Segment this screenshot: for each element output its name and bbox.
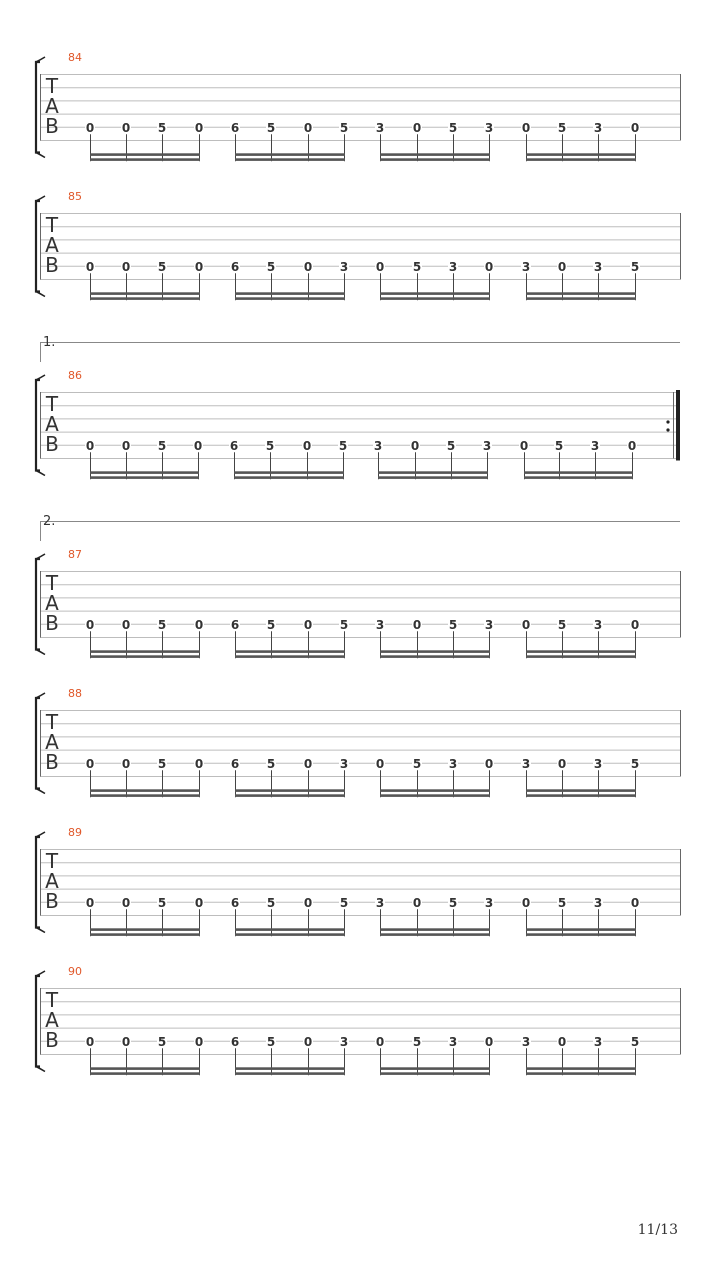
- fret-number: 5: [157, 120, 167, 135]
- beam-primary: [378, 476, 488, 479]
- beam-primary: [235, 297, 345, 300]
- fret-number: 0: [484, 1034, 494, 1049]
- fret-number: 0: [303, 895, 313, 910]
- bracket-top-curl: [36, 554, 45, 559]
- system-bracket: [36, 976, 40, 1067]
- fret-number: 5: [630, 756, 640, 771]
- fret-number: 0: [303, 617, 313, 632]
- beam-primary: [526, 933, 636, 936]
- fret-number: 0: [194, 1034, 204, 1049]
- fret-number: 0: [194, 756, 204, 771]
- beam-secondary: [235, 928, 345, 931]
- tab-clef-letter-b: B: [45, 750, 59, 774]
- beam-primary: [526, 794, 636, 797]
- beam-secondary: [90, 650, 200, 653]
- beam-secondary: [526, 153, 636, 156]
- beam-secondary: [526, 292, 636, 295]
- fret-number: 0: [303, 120, 313, 135]
- tab-system: [0, 548, 720, 671]
- volta-bracket: [0, 514, 720, 548]
- fret-number: 3: [521, 259, 531, 274]
- beam-secondary: [235, 789, 345, 792]
- beam-secondary: [524, 471, 633, 474]
- beam-primary: [235, 1072, 345, 1075]
- fret-number: 3: [375, 895, 385, 910]
- fret-number: 0: [194, 895, 204, 910]
- fret-number: 5: [339, 617, 349, 632]
- fret-number: 3: [448, 756, 458, 771]
- beam-primary: [90, 476, 199, 479]
- beam-secondary: [380, 928, 490, 931]
- measure-number: 85: [68, 190, 82, 203]
- tab-staff: [0, 372, 720, 492]
- fret-number: 3: [339, 756, 349, 771]
- beam-primary: [380, 297, 490, 300]
- fret-number: 3: [593, 756, 603, 771]
- tab-clef-letter-t: T: [45, 392, 59, 416]
- beam-primary: [235, 655, 345, 658]
- beam-secondary: [90, 471, 199, 474]
- fret-number: 0: [303, 1034, 313, 1049]
- beam-primary: [526, 1072, 636, 1075]
- fret-number: 5: [630, 1034, 640, 1049]
- fret-number: 3: [339, 259, 349, 274]
- fret-number: 0: [484, 259, 494, 274]
- fret-number: 0: [484, 756, 494, 771]
- fret-number: 5: [157, 1034, 167, 1049]
- beam-primary: [235, 794, 345, 797]
- tab-staff: [0, 54, 720, 174]
- system-bracket: [36, 201, 40, 292]
- volta-line: [0, 335, 720, 365]
- system-bracket: [36, 559, 40, 650]
- fret-number: 0: [193, 438, 203, 453]
- fret-number: 3: [375, 617, 385, 632]
- fret-number: 5: [630, 259, 640, 274]
- fret-number: 5: [339, 895, 349, 910]
- fret-number: 0: [303, 259, 313, 274]
- tab-staff: [0, 193, 720, 313]
- fret-number: 3: [448, 1034, 458, 1049]
- fret-number: 0: [303, 756, 313, 771]
- repeat-dot: [666, 420, 669, 423]
- tab-clef-letter-t: T: [45, 710, 59, 734]
- fret-number: 0: [557, 259, 567, 274]
- beam-secondary: [90, 1067, 200, 1070]
- beam-primary: [380, 933, 490, 936]
- tab-staff: [0, 690, 720, 810]
- repeat-dot: [666, 428, 669, 431]
- tab-clef-letter-b: B: [45, 1028, 59, 1052]
- fret-number: 5: [157, 756, 167, 771]
- tab-clef-letter-a: A: [45, 233, 59, 257]
- tab-clef-letter-t: T: [45, 571, 59, 595]
- beam-primary: [90, 933, 200, 936]
- beam-secondary: [235, 153, 345, 156]
- beam-secondary: [380, 153, 490, 156]
- beam-primary: [90, 655, 200, 658]
- fret-number: 0: [121, 259, 131, 274]
- fret-number: 5: [266, 617, 276, 632]
- measure-number: 87: [68, 548, 82, 561]
- fret-number: 3: [593, 120, 603, 135]
- fret-number: 5: [157, 259, 167, 274]
- fret-number: 5: [265, 438, 275, 453]
- tab-system: [0, 687, 720, 810]
- measure-number: 88: [68, 687, 82, 700]
- bracket-top-curl: [36, 375, 45, 380]
- volta-bracket: [0, 335, 720, 369]
- fret-number: 5: [448, 895, 458, 910]
- beam-secondary: [90, 789, 200, 792]
- beam-primary: [524, 476, 633, 479]
- fret-number: 0: [85, 1034, 95, 1049]
- fret-number: 5: [339, 120, 349, 135]
- fret-number: 0: [121, 120, 131, 135]
- fret-number: 3: [593, 259, 603, 274]
- beam-secondary: [526, 650, 636, 653]
- bracket-top-curl: [36, 196, 45, 201]
- repeat-thick-barline: [676, 390, 680, 461]
- bracket-bottom-curl: [36, 1067, 45, 1072]
- fret-number: 3: [482, 438, 492, 453]
- fret-number: 0: [194, 617, 204, 632]
- tab-staff: [0, 968, 720, 1088]
- fret-number: 3: [484, 617, 494, 632]
- fret-number: 0: [410, 438, 420, 453]
- beam-primary: [526, 297, 636, 300]
- fret-number: 0: [630, 120, 640, 135]
- tab-clef-letter-b: B: [45, 253, 59, 277]
- tab-clef-letter-a: A: [45, 412, 59, 436]
- measure-number: 89: [68, 826, 82, 839]
- beam-secondary: [526, 789, 636, 792]
- beam-primary: [380, 1072, 490, 1075]
- system-bracket: [36, 62, 40, 153]
- tab-system: [0, 51, 720, 174]
- beam-secondary: [235, 650, 345, 653]
- bracket-top-curl: [36, 832, 45, 837]
- fret-number: 5: [412, 259, 422, 274]
- fret-number: 0: [627, 438, 637, 453]
- fret-number: 6: [230, 895, 240, 910]
- fret-number: 0: [85, 617, 95, 632]
- fret-number: 0: [85, 120, 95, 135]
- tab-system: [0, 369, 720, 492]
- beam-secondary: [380, 1067, 490, 1070]
- fret-number: 0: [121, 438, 131, 453]
- beam-primary: [526, 655, 636, 658]
- beam-secondary: [235, 292, 345, 295]
- fret-number: 5: [157, 438, 167, 453]
- fret-number: 3: [521, 1034, 531, 1049]
- beam-primary: [526, 158, 636, 161]
- fret-number: 5: [446, 438, 456, 453]
- fret-number: 0: [557, 756, 567, 771]
- bracket-bottom-curl: [36, 471, 45, 476]
- fret-number: 0: [375, 1034, 385, 1049]
- system-bracket: [36, 380, 40, 471]
- fret-number: 0: [194, 120, 204, 135]
- fret-number: 3: [593, 895, 603, 910]
- measure-number: 84: [68, 51, 82, 64]
- fret-number: 3: [521, 756, 531, 771]
- measure-number: 90: [68, 965, 82, 978]
- fret-number: 5: [266, 120, 276, 135]
- fret-number: 3: [484, 895, 494, 910]
- beam-primary: [90, 1072, 200, 1075]
- fret-number: 5: [557, 895, 567, 910]
- beam-secondary: [378, 471, 488, 474]
- fret-number: 0: [521, 617, 531, 632]
- bracket-bottom-curl: [36, 789, 45, 794]
- fret-number: 0: [630, 617, 640, 632]
- beam-secondary: [90, 928, 200, 931]
- fret-number: 5: [266, 1034, 276, 1049]
- bracket-bottom-curl: [36, 153, 45, 158]
- fret-number: 0: [375, 259, 385, 274]
- fret-number: 6: [230, 617, 240, 632]
- fret-number: 5: [557, 120, 567, 135]
- bracket-top-curl: [36, 57, 45, 62]
- fret-number: 0: [521, 895, 531, 910]
- beam-secondary: [526, 1067, 636, 1070]
- tab-clef-letter-a: A: [45, 591, 59, 615]
- beam-primary: [90, 158, 200, 161]
- fret-number: 0: [412, 120, 422, 135]
- bracket-top-curl: [36, 971, 45, 976]
- beam-secondary: [380, 650, 490, 653]
- fret-number: 0: [412, 617, 422, 632]
- volta-line: [0, 514, 720, 544]
- fret-number: 5: [266, 259, 276, 274]
- fret-number: 3: [484, 120, 494, 135]
- beam-secondary: [380, 292, 490, 295]
- fret-number: 5: [266, 895, 276, 910]
- page-number: 11/13: [637, 1222, 678, 1238]
- fret-number: 5: [157, 895, 167, 910]
- fret-number: 3: [339, 1034, 349, 1049]
- fret-number: 0: [194, 259, 204, 274]
- fret-number: 0: [121, 1034, 131, 1049]
- tab-clef-letter-b: B: [45, 432, 59, 456]
- fret-number: 3: [590, 438, 600, 453]
- volta-label: 1.: [43, 335, 56, 350]
- fret-number: 0: [375, 756, 385, 771]
- fret-number: 0: [85, 895, 95, 910]
- tab-clef-letter-b: B: [45, 889, 59, 913]
- fret-number: 5: [412, 1034, 422, 1049]
- tab-clef-letter-t: T: [45, 988, 59, 1012]
- fret-number: 5: [338, 438, 348, 453]
- beam-primary: [380, 655, 490, 658]
- beam-secondary: [380, 789, 490, 792]
- beam-primary: [380, 158, 490, 161]
- beam-secondary: [526, 928, 636, 931]
- tab-clef-letter-b: B: [45, 114, 59, 138]
- fret-number: 3: [375, 120, 385, 135]
- fret-number: 3: [373, 438, 383, 453]
- beam-secondary: [90, 292, 200, 295]
- bracket-bottom-curl: [36, 292, 45, 297]
- fret-number: 6: [229, 438, 239, 453]
- system-bracket: [36, 837, 40, 928]
- fret-number: 5: [448, 617, 458, 632]
- tab-system: [0, 965, 720, 1088]
- fret-number: 0: [85, 438, 95, 453]
- volta-label: 2.: [43, 514, 56, 529]
- fret-number: 0: [302, 438, 312, 453]
- tab-clef-letter-a: A: [45, 94, 59, 118]
- beam-primary: [235, 158, 345, 161]
- system-bracket: [36, 698, 40, 789]
- fret-number: 6: [230, 259, 240, 274]
- beam-primary: [235, 933, 345, 936]
- measure-number: 86: [68, 369, 82, 382]
- fret-number: 0: [521, 120, 531, 135]
- fret-number: 3: [593, 617, 603, 632]
- fret-number: 0: [121, 756, 131, 771]
- tab-clef-letter-t: T: [45, 213, 59, 237]
- bracket-bottom-curl: [36, 650, 45, 655]
- tab-staff: [0, 829, 720, 949]
- fret-number: 5: [557, 617, 567, 632]
- tab-clef-letter-a: A: [45, 869, 59, 893]
- beam-secondary: [90, 153, 200, 156]
- fret-number: 5: [448, 120, 458, 135]
- fret-number: 0: [121, 617, 131, 632]
- fret-number: 5: [157, 617, 167, 632]
- tab-clef-letter-b: B: [45, 611, 59, 635]
- bracket-top-curl: [36, 693, 45, 698]
- beam-secondary: [235, 1067, 345, 1070]
- tab-system: [0, 826, 720, 949]
- fret-number: 0: [85, 259, 95, 274]
- fret-number: 0: [519, 438, 529, 453]
- fret-number: 3: [593, 1034, 603, 1049]
- fret-number: 6: [230, 1034, 240, 1049]
- fret-number: 6: [230, 756, 240, 771]
- tab-clef-letter-t: T: [45, 849, 59, 873]
- fret-number: 0: [630, 895, 640, 910]
- tab-staff: [0, 551, 720, 671]
- fret-number: 5: [266, 756, 276, 771]
- bracket-bottom-curl: [36, 928, 45, 933]
- fret-number: 0: [121, 895, 131, 910]
- tab-clef-letter-a: A: [45, 730, 59, 754]
- beam-primary: [90, 794, 200, 797]
- tab-system: [0, 190, 720, 313]
- fret-number: 6: [230, 120, 240, 135]
- tab-clef-letter-a: A: [45, 1008, 59, 1032]
- beam-secondary: [234, 471, 344, 474]
- fret-number: 3: [448, 259, 458, 274]
- tab-clef-letter-t: T: [45, 74, 59, 98]
- beam-primary: [90, 297, 200, 300]
- beam-primary: [380, 794, 490, 797]
- fret-number: 0: [557, 1034, 567, 1049]
- beam-primary: [234, 476, 344, 479]
- fret-number: 5: [554, 438, 564, 453]
- fret-number: 0: [412, 895, 422, 910]
- fret-number: 5: [412, 756, 422, 771]
- fret-number: 0: [85, 756, 95, 771]
